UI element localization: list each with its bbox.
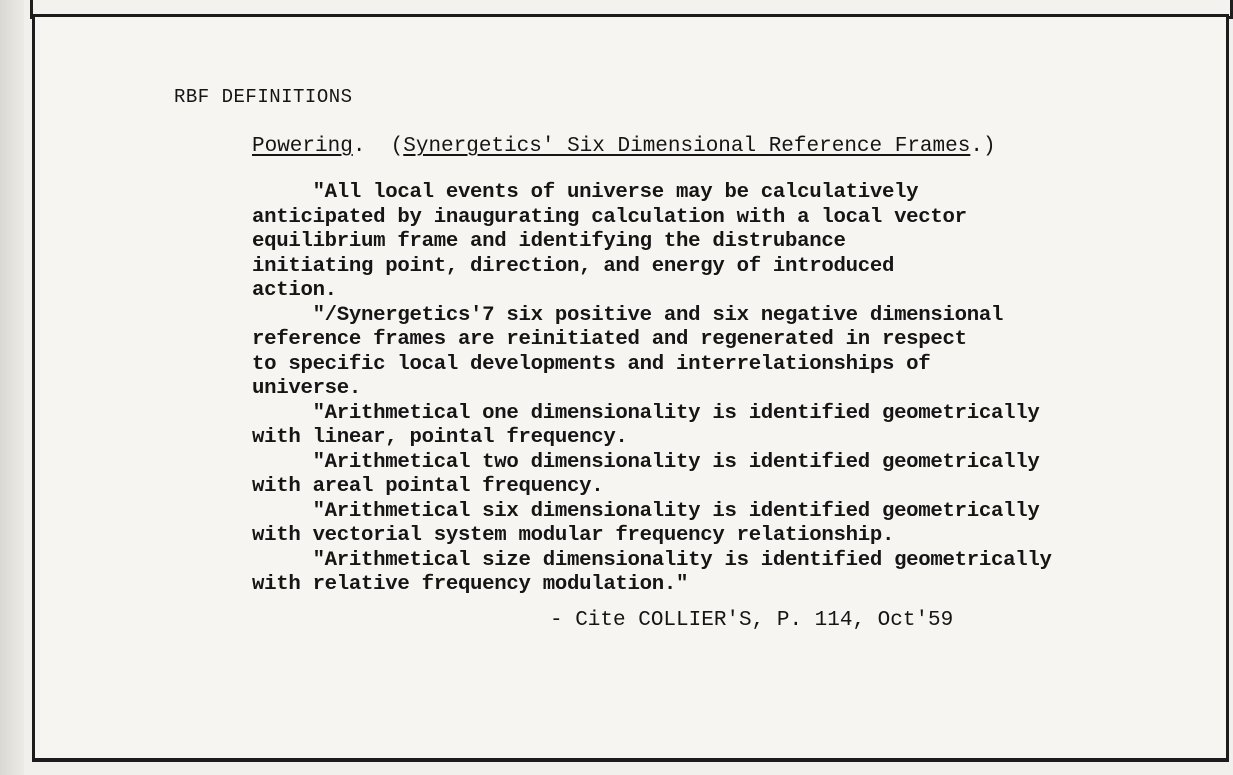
quote-body — [252, 181, 1052, 598]
card-heading: RBF DEFINITIONS — [174, 86, 353, 108]
quote-line: "Arithmetical size dimensionality is identified geometrically — [252, 548, 1052, 572]
quote-line: "Arithmetical one dimensionality is identified geometrically — [252, 401, 1040, 425]
topic-closing: .) — [970, 135, 996, 158]
quote-line: with vectorial system modular frequency relationship. — [252, 524, 895, 547]
quote-line: initiating point, direction, and energy of introduced — [252, 254, 895, 278]
topic-line — [252, 135, 996, 158]
quote-line: "Arithmetical six dimensionality is identified geometrically — [252, 499, 1040, 523]
citation: - Cite COLLIER'S, P. 114, Oct'59 — [550, 609, 954, 632]
quote-line: with areal pointal frequency. — [252, 475, 604, 498]
topic-subject: Synergetics' Six Dimensional Reference Frames — [403, 135, 971, 158]
quote-line: "All local events of universe may be calculatively — [252, 181, 919, 204]
topic-term: Powering — [252, 135, 353, 158]
quote-line: universe. — [252, 377, 362, 400]
quote-line: reference frames are reinitiated and regenerated in respect — [252, 328, 967, 351]
quote-line: anticipated by inaugurating calculation with a local vector — [252, 205, 967, 229]
quote-line: action. — [252, 279, 337, 302]
topic-separator: . ( — [352, 135, 404, 158]
quote-line: equilibrium frame and identifying the distrubance — [252, 230, 846, 253]
quote-line: with linear, pointal frequency. — [252, 426, 628, 449]
quote-line: with relative frequency modulation." — [252, 573, 689, 596]
quote-line: "Arithmetical two dimensionality is identified geometrically — [252, 450, 1040, 474]
scan-margin — [0, 0, 24, 775]
quote-line: "/Synergetics'7 six positive and six negative dimensional — [252, 303, 1004, 327]
quote-line: to specific local developments and interrelationships of — [252, 352, 931, 376]
